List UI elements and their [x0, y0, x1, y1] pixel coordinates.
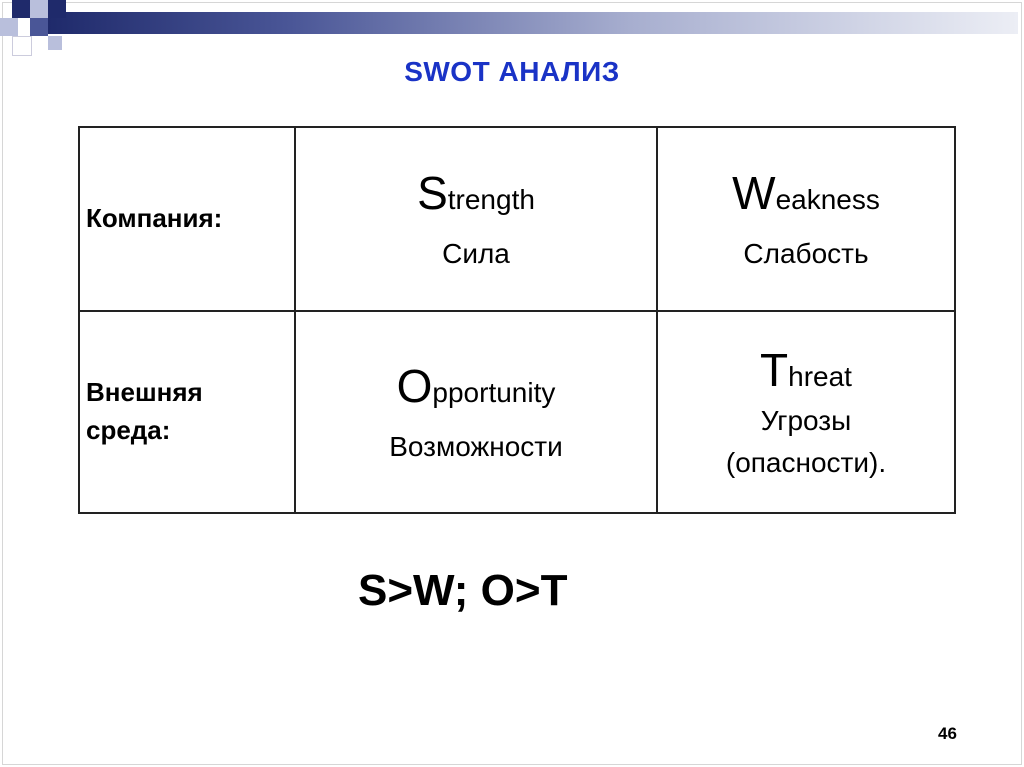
threat-rest: hreat	[788, 360, 852, 392]
weakness-english	[658, 166, 954, 221]
swot-row-environment	[79, 311, 955, 513]
opportunity-russian: Возможности	[389, 430, 563, 462]
swot-row-company	[79, 127, 955, 311]
weakness-rest: eakness	[775, 183, 880, 215]
strength-russian: Сила	[442, 237, 510, 269]
row-label-text: Компания:	[86, 203, 223, 234]
header-squares-decoration	[0, 0, 80, 60]
cell-opportunity	[295, 311, 657, 513]
threat-english	[658, 343, 954, 398]
swot-formula: S>W; O>T	[358, 566, 568, 615]
opportunity-rest: pportunity	[432, 376, 556, 408]
row-label-line1: Внешняя	[86, 377, 203, 408]
threat-letter: T	[760, 343, 789, 396]
swot-table	[78, 126, 956, 514]
slide-title: SWOT АНАЛИЗ	[404, 56, 620, 87]
row-label-company	[79, 127, 295, 311]
row-label-environment	[79, 311, 295, 513]
row-label-line2: среда:	[86, 415, 171, 445]
header-band	[48, 12, 1018, 34]
strength-rest: trength	[447, 183, 535, 215]
page-number: 46	[938, 724, 957, 743]
strength-letter: S	[417, 166, 448, 219]
threat-russian-line2: (опасности).	[725, 446, 887, 478]
weakness-russian: Слабость	[743, 237, 869, 269]
weakness-letter: W	[732, 166, 776, 219]
cell-weakness	[657, 127, 955, 311]
opportunity-letter: O	[396, 359, 433, 412]
cell-threat	[657, 311, 955, 513]
cell-strength	[295, 127, 657, 311]
strength-english	[296, 166, 656, 221]
threat-russian-line1: Угрозы	[760, 404, 852, 436]
opportunity-english	[296, 359, 656, 414]
